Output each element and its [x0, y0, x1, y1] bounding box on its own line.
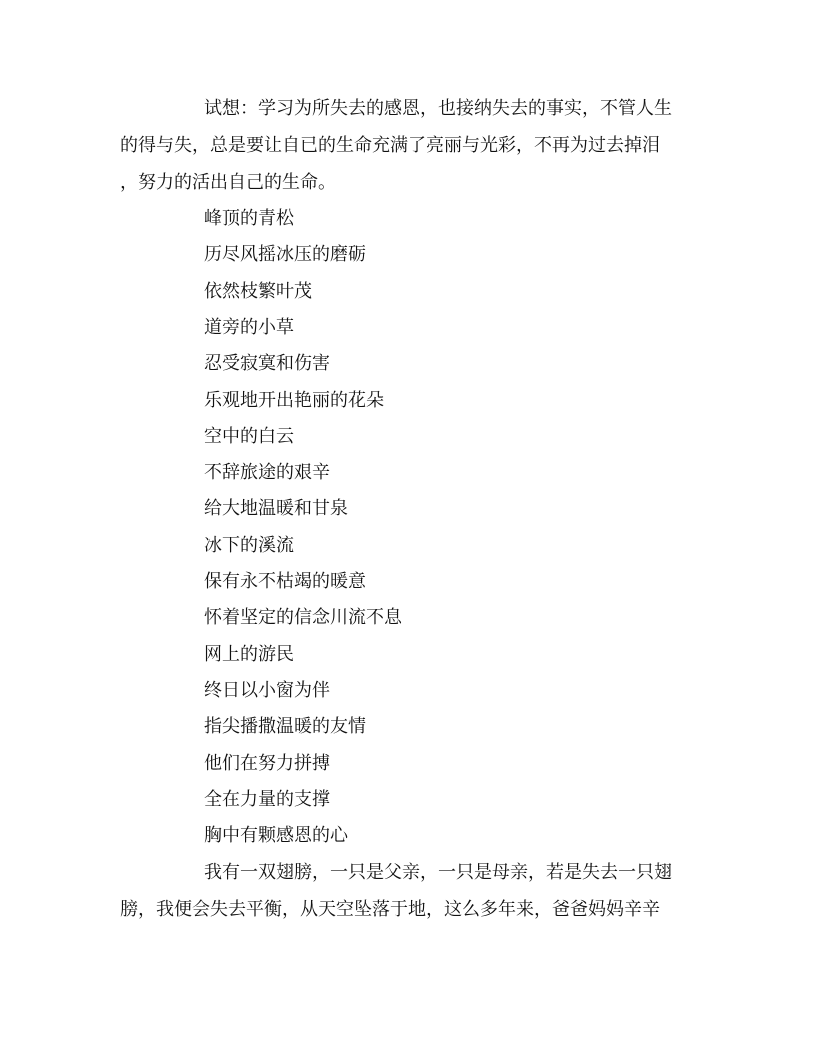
poem-line: 终日以小窗为伴 — [204, 680, 330, 701]
poem-line: 保有永不枯竭的暖意 — [204, 571, 366, 592]
paragraph-2-line-2: 膀，我便会失去平衡，从天空坠落于地，这么多年来，爸爸妈妈辛辛 — [120, 899, 660, 920]
poem-line: 峰顶的青松 — [204, 208, 294, 229]
paragraph-1-line-3: ，努力的活出自己的生命。 — [120, 172, 336, 193]
poem-line: 道旁的小草 — [204, 317, 294, 338]
paragraph-2-line-1: 我有一双翅膀，一只是父亲，一只是母亲，若是失去一只翅 — [204, 862, 672, 883]
poem-line: 给大地温暖和甘泉 — [204, 498, 348, 519]
poem-line: 乐观地开出艳丽的花朵 — [204, 390, 384, 411]
poem-line: 空中的白云 — [204, 426, 294, 447]
poem-line: 历尽风摇冰压的磨砺 — [204, 244, 366, 265]
poem-line: 他们在努力拼搏 — [204, 753, 330, 774]
poem-line: 依然枝繁叶茂 — [204, 281, 312, 302]
paragraph-1-line-2: 的得与失，总是要让自已的生命充满了亮丽与光彩，不再为过去掉泪 — [120, 135, 660, 156]
poem-line: 忍受寂寞和伤害 — [204, 353, 330, 374]
poem-line: 怀着坚定的信念川流不息 — [204, 607, 402, 628]
poem-line: 胸中有颗感恩的心 — [204, 825, 348, 846]
poem-line: 冰下的溪流 — [204, 535, 294, 556]
poem-line: 指尖播撒温暖的友情 — [204, 716, 366, 737]
poem-line: 网上的游民 — [204, 644, 294, 665]
poem-line: 全在力量的支撑 — [204, 789, 330, 810]
paragraph-1-line-1: 试想：学习为所失去的感恩，也接纳失去的事实，不管人生 — [204, 98, 672, 119]
poem-line: 不辞旅途的艰辛 — [204, 462, 330, 483]
